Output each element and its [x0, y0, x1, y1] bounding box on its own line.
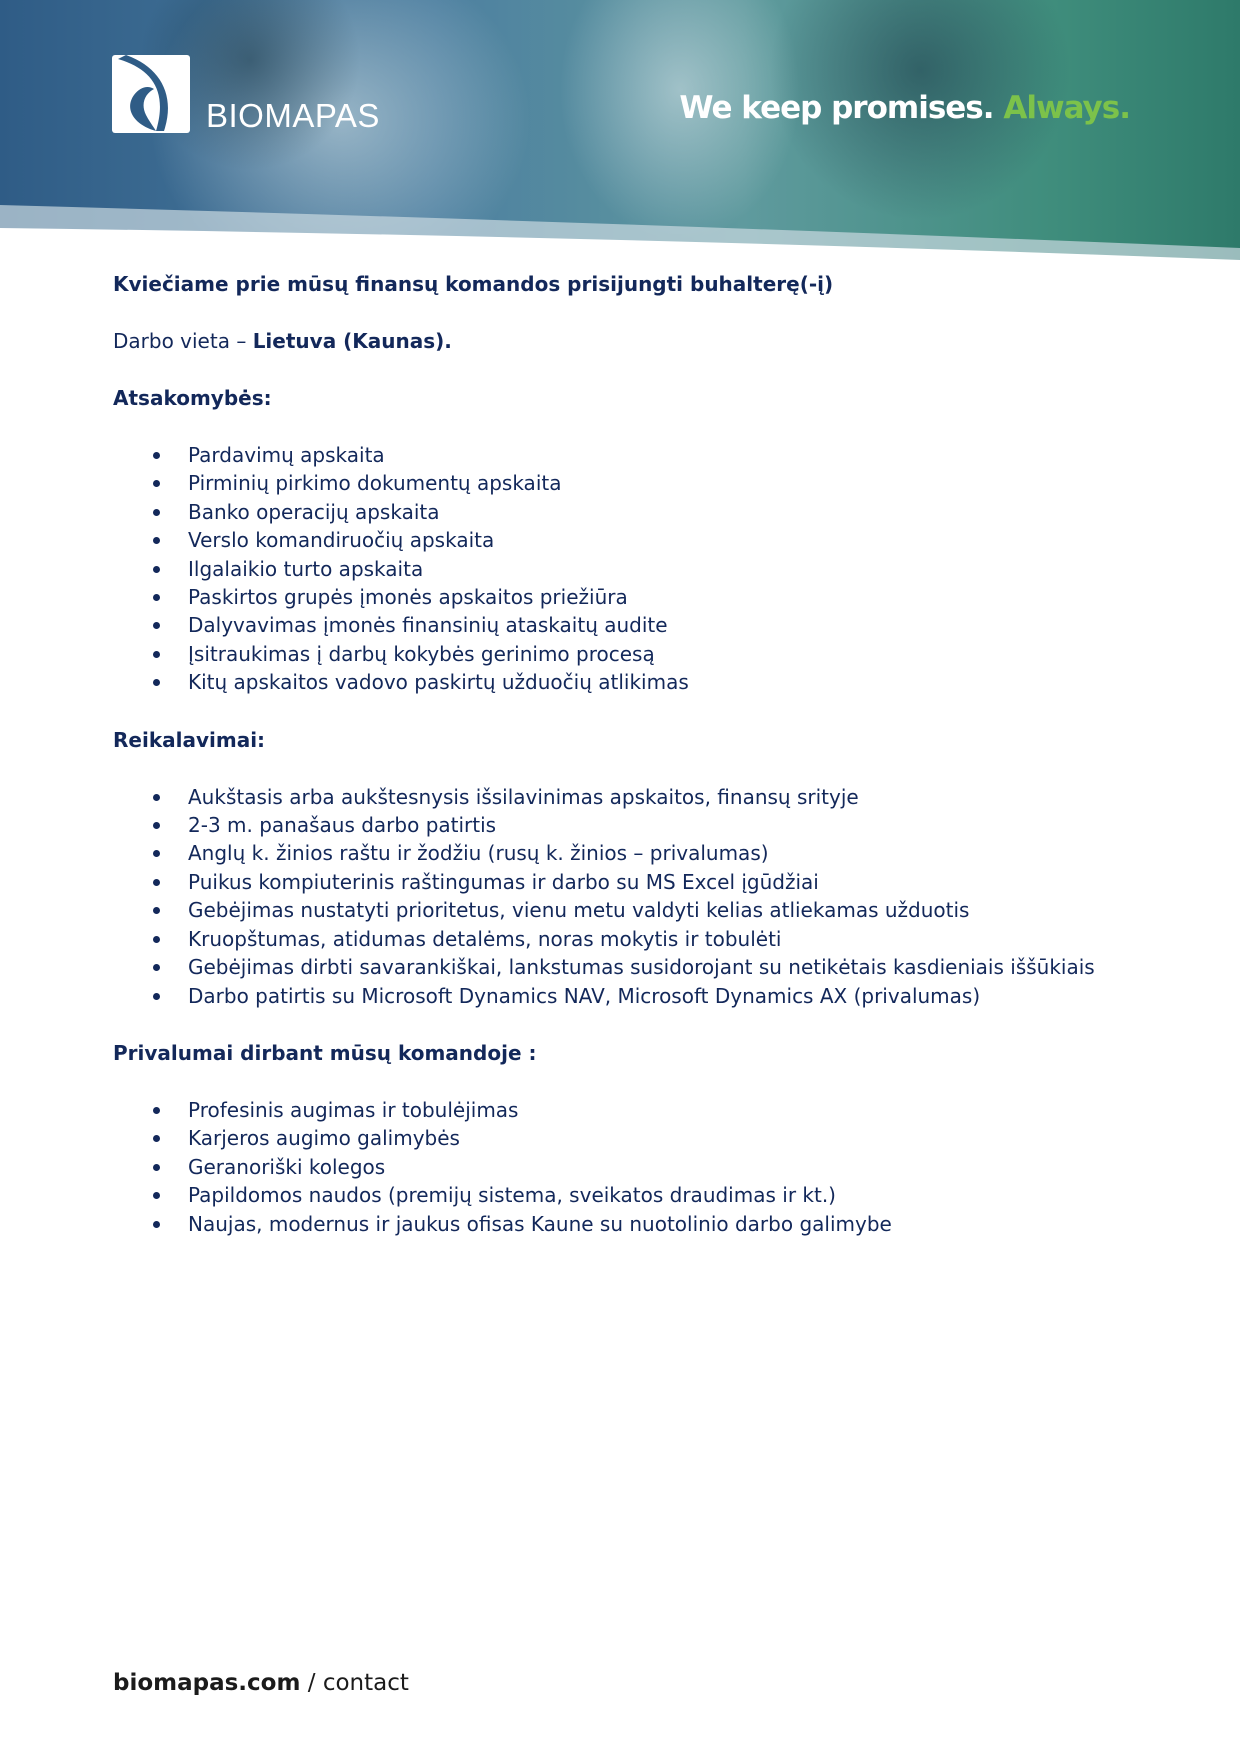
- footer-path[interactable]: / contact: [300, 1670, 409, 1696]
- list-item-text: Gebėjimas dirbti savarankiškai, lankstumas susidorojant su netikėtais kasdieniais iššūkiais: [188, 955, 1095, 980]
- list-item-text: Darbo patirtis su Microsoft Dynamics NAV, Microsoft Dynamics AX (privalumas): [188, 983, 981, 1008]
- workplace-label: Darbo vieta –: [113, 329, 253, 353]
- list-item: [113, 953, 1133, 981]
- list-item-text: Ilgalaikio turto apskaita: [188, 556, 424, 581]
- list-item-text: Banko operacijų apskaita: [188, 499, 440, 524]
- list-item-text: Dalyvavimas įmonės finansinių ataskaitų audite: [188, 613, 668, 638]
- bullet-icon: [153, 622, 160, 629]
- workplace-line: [113, 327, 1133, 355]
- biomapas-logo-icon: [112, 55, 190, 133]
- list-item: [113, 583, 1133, 611]
- list-item: [113, 498, 1133, 526]
- list-item-text: 2-3 m. panašaus darbo patirtis: [188, 813, 497, 838]
- list-item-text: Kruopštumas, atidumas detalėms, noras mokytis ir tobulėti: [188, 926, 782, 951]
- bullet-icon: [153, 1135, 160, 1142]
- list-item: [113, 925, 1133, 953]
- bullet-icon: [153, 1221, 160, 1228]
- list-item-text: Įsitraukimas į darbų kokybės gerinimo procesą: [188, 641, 655, 666]
- requirements-list: [113, 783, 1133, 1010]
- brand-logo: [112, 55, 380, 133]
- bullet-icon: [153, 594, 160, 601]
- bullet-icon: [153, 936, 160, 943]
- bullet-icon: [153, 850, 160, 857]
- list-item-text: Papildomos naudos (premijų sistema, sveikatos draudimas ir kt.): [188, 1183, 836, 1208]
- list-item: [113, 469, 1133, 497]
- list-item: [113, 1096, 1133, 1124]
- bullet-icon: [153, 651, 160, 658]
- bullet-icon: [153, 509, 160, 516]
- list-item: [113, 783, 1133, 811]
- list-item: [113, 611, 1133, 639]
- list-item-text: Verslo komandiruočių apskaita: [188, 528, 495, 553]
- brand-name: BIOMAPAS: [206, 97, 380, 134]
- list-item-text: Naujas, modernus ir jaukus ofisas Kaune su nuotolinio darbo galimybe: [188, 1211, 892, 1236]
- list-item: [113, 1181, 1133, 1209]
- list-item-text: Geranoriški kolegos: [188, 1154, 386, 1179]
- bullet-icon: [153, 566, 160, 573]
- list-item: [113, 896, 1133, 924]
- bullet-icon: [153, 1192, 160, 1199]
- list-item-text: Anglų k. žinios raštu ir žodžiu (rusų k. žinios – privalumas): [188, 841, 769, 866]
- list-item: [113, 1153, 1133, 1181]
- responsibilities-list: [113, 441, 1133, 697]
- list-item-text: Profesinis augimas ir tobulėjimas: [188, 1097, 519, 1122]
- bullet-icon: [153, 679, 160, 686]
- footer-domain[interactable]: biomapas.com: [113, 1670, 301, 1696]
- list-item-text: Paskirtos grupės įmonės apskaitos priežiūra: [188, 585, 628, 610]
- footer-link[interactable]: [113, 1670, 409, 1696]
- section-heading-requirements: Reikalavimai:: [113, 727, 266, 752]
- list-item-text: Aukštasis arba aukštesnysis išsilavinimas apskaitos, finansų srityje: [188, 784, 859, 809]
- workplace-value: Lietuva (Kaunas).: [252, 329, 452, 353]
- bullet-icon: [153, 964, 160, 971]
- list-item: [113, 555, 1133, 583]
- benefits-list: [113, 1096, 1133, 1238]
- bullet-icon: [153, 993, 160, 1000]
- bullet-icon: [153, 480, 160, 487]
- list-item: [113, 839, 1133, 867]
- list-item: [113, 868, 1133, 896]
- list-item-text: Karjeros augimo galimybės: [188, 1126, 460, 1151]
- list-item: [113, 668, 1133, 696]
- job-posting: [113, 270, 1133, 1238]
- list-item-text: Gebėjimas nustatyti prioritetus, vienu metu valdyti kelias atliekamas užduotis: [188, 898, 970, 923]
- bullet-icon: [153, 537, 160, 544]
- slogan-accent: Always.: [1003, 90, 1130, 126]
- list-item-text: Pardavimų apskaita: [188, 443, 385, 467]
- list-item: [113, 640, 1133, 668]
- bullet-icon: [153, 879, 160, 886]
- header-banner: [0, 0, 1240, 262]
- list-item-text: Kitų apskaitos vadovo paskirtų užduočių atlikimas: [188, 670, 689, 695]
- list-item: [113, 1124, 1133, 1152]
- list-item-text: Pirminių pirkimo dokumentų apskaita: [188, 471, 562, 496]
- section-heading-benefits: Privalumai dirbant mūsų komandoje :: [113, 1040, 537, 1065]
- bullet-icon: [153, 794, 160, 801]
- slogan: [679, 90, 1130, 126]
- bullet-icon: [153, 452, 160, 459]
- bullet-icon: [153, 1107, 160, 1114]
- page-title: Kviečiame prie mūsų finansų komandos prisijungti buhalterę(-į): [113, 272, 834, 296]
- list-item: [113, 441, 1133, 469]
- bullet-icon: [153, 822, 160, 829]
- list-item: [113, 811, 1133, 839]
- list-item: [113, 1210, 1133, 1238]
- bullet-icon: [153, 907, 160, 914]
- section-heading-responsibilities: Atsakomybės:: [113, 386, 272, 410]
- list-item-text: Puikus kompiuterinis raštingumas ir darbo su MS Excel įgūdžiai: [188, 869, 819, 894]
- list-item: [113, 526, 1133, 554]
- bullet-icon: [153, 1164, 160, 1171]
- list-item: [113, 982, 1133, 1010]
- slogan-main: We keep promises.: [679, 90, 994, 126]
